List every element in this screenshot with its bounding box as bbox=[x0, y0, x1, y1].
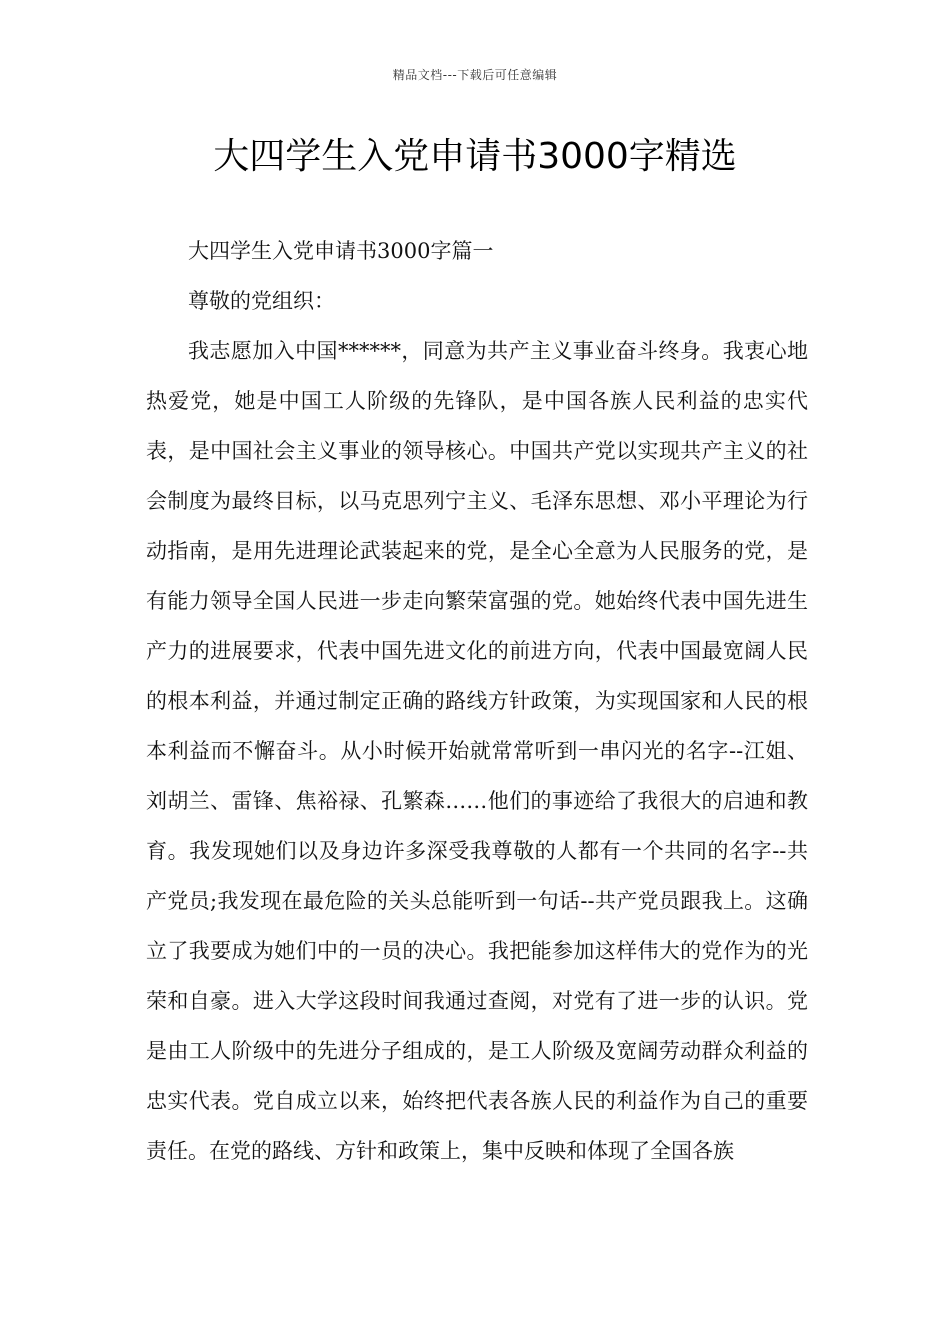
document-body bbox=[146, 226, 808, 1176]
salutation: 尊敬的党组织： bbox=[188, 289, 335, 313]
section-heading: 大四学生入党申请书3000字篇一 bbox=[188, 239, 494, 263]
document-title: 大四学生入党申请书3000字精选 bbox=[213, 136, 737, 177]
header-note: 精品文档---下载后可任意编辑 bbox=[392, 68, 558, 82]
body-paragraph: 我志愿加入中国******，同意为共产主义事业奋斗终身。我衷心地热爱党，她是中国工人阶级的先锋队，是中国各族人民利益的忠实代表，是中国社会主义事业的领导核心。中国共产党以实现共产主义的社会制度为最终目标，以马克思列宁主义、毛泽东思想、邓小平理论为行动指南，是用先进理论武装起来的党，是全心全意为人民服务的党，是有能力领导全国人民进一步走向繁荣富强的党。她始终代表中国先进生产力的进展要求，代表中国先进文化的前进方向，代表中国最宽阔人民的根本利益，并通过制定正确的路线方针政策，为实现国家和人民的根本利益而不懈奋斗。从小时候开始就常常听到一串闪光的名字--江姐、刘胡兰、雷锋、焦裕禄、孔繁森……他们的事迹给了我很大的启迪和教育。我发现她们以及身边许多深受我尊敬的人都有一个共同的名字--共产党员;我发现在最危险的关头总能听到一句话--共产党员跟我上。这确立了我要成为她们中的一员的决心。我把能参加这样伟大的党作为的光荣和自豪。进入大学这段时间我通过查阅，对党有了进一步的认识。党是由工人阶级中的先进分子组成的，是工人阶级及宽阔劳动群众利益的忠实代表。党自成立以来，始终把代表各族人民的利益作为自己的重要责任。在党的路线、方针和政策上，集中反映和体现了全国各族 bbox=[146, 339, 808, 1163]
